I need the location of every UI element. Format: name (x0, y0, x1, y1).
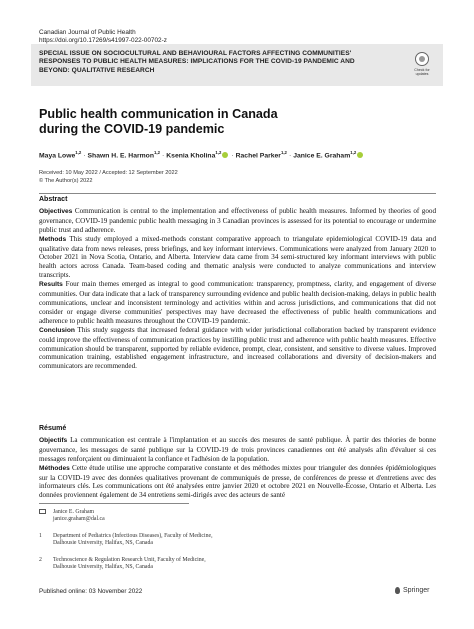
divider (39, 193, 436, 194)
resume-section (39, 425, 436, 500)
article-title: Public health communication in Canada during the COVID-19 pandemic (39, 107, 278, 136)
resume-objectifs: Objectifs La communication est centrale à l'implantation et au succès des mesures de santé publique. À partir des théories de bonne gouvernance, les messages de santé publique sur la COVID-19 de trois provinces canadiennes ont été analysés afin d'évaluer si ces messages renforçaient ou diminuaient la confiance et l'adhésion de la population. (39, 435, 436, 463)
author-name[interactable]: Ksenia Kholina (166, 152, 216, 160)
author-affiliation: 1,2 (280, 150, 287, 155)
journal-name: Canadian Journal of Public Health (39, 29, 136, 36)
email-link[interactable]: janice.graham@dal.ca (53, 516, 105, 523)
footnote-divider (39, 503, 189, 504)
orcid-icon[interactable] (357, 152, 363, 158)
author-name[interactable]: Maya Lowe (39, 152, 76, 160)
article-dates (39, 169, 178, 185)
check-for-updates-badge[interactable] (409, 51, 435, 79)
orcid-icon[interactable] (222, 152, 228, 158)
springer-horse-icon (394, 586, 401, 595)
abstract-section (39, 196, 436, 371)
author-affiliation: 1,2 (350, 150, 357, 155)
abstract-objectives: Objectives Communication is central to the implementation and effectiveness of public health measures. Informed by theories of good governance, COVID-19 pandemic public health messaging in 3 Canadian provinces is assessed for its potential to encourage or undermine public trust and adherence. (39, 206, 436, 234)
footnotes (39, 509, 339, 571)
doi-link[interactable]: https://doi.org/10.17269/s41997-022-00702-z (39, 37, 167, 45)
envelope-icon (39, 509, 46, 514)
special-issue-banner (31, 44, 443, 86)
copyright: © The Author(s) 2022 (39, 178, 93, 184)
affiliation-item: 2 Technoscience & Regulation Research Unit, Faculty of Medicine, Dalhousie University, Halifax, NS, Canada (39, 556, 206, 571)
author-affiliation: 1,2 (215, 150, 222, 155)
special-issue-text: SPECIAL ISSUE ON SOCIOCULTURAL AND BEHAVIOURAL FACTORS AFFECTING COMMUNITIES' RESPONSES TO PUBLIC HEALTH MEASURES: IMPLICATIONS FOR THE COVID-19 PANDEMIC AND BEYOND: QUALITATIVE RESEARCH (39, 50, 355, 74)
publisher-name: Springer (403, 587, 430, 594)
author-name[interactable]: Rachel Parker (235, 152, 281, 160)
author-name[interactable]: Shawn H. E. Harmon (87, 152, 154, 160)
abstract-results: Results Four main themes emerged as integral to good communication: transparency, promptness, clarity, and engagement of diverse communities. Our data indicate that a lack of transparency surrounding evidence and public health decision-making, delays in public health communications, unclear and inconsistent terminology and activities within and across jurisdictions, and communications that did not consider or engage diverse communities' perspectives may have decreased the effectiveness of public health communications and adherence to public health measures throughout the COVID-19 pandemic. (39, 280, 436, 325)
corresponding-author: Janice E. Graham (53, 509, 95, 515)
abstract-conclusion: Conclusion This study suggests that increased federal guidance with wider jurisdictional collaboration backed by transparent evidence could improve the effectiveness of communication practices by instilling public trust and adherence with public health measures. Effective communication should be transparent, supported by reliable evidence, prompt, clear, consistent, and sensitive to diverse values. Improved communication training, established engagement infrastructure, and increased collaborations and diversity of decision-makers and communicators are recommended. (39, 325, 436, 371)
author-affiliation: 1,2 (154, 150, 160, 155)
abstract-heading: Abstract (39, 196, 68, 203)
check-updates-label: Check for updates (414, 68, 430, 77)
abstract-methods: Methods This study employed a mixed-methods constant comparative approach to triangulate epidemiological COVID-19 data and qualitative data from news releases, press briefings, and key informant interviews. Communications were analyzed from January 2020 to October 2021 in Nova Scotia, Ontario, and Alberta. Interview data came from 34 semi-structured key informant interviews with public health actors across Canada. Team-based coding and thematic analysis were conducted to analyze communications and interview transcripts. (39, 234, 436, 280)
check-updates-icon (415, 52, 429, 66)
resume-methodes: Méthodes Cette étude utilise une approche comparative constante et des méthodes mixtes pour trianguler des données épidémiologiques sur la COVID-19 avec des données qualitatives provenant de communiqués de presse, de conférences de presse et d'entretiens avec des informateurs clés. Les communications ont été analysées entre janvier 2020 et octobre 2021 en Nouvelle-Écosse, Ontario et Alberta. Les données proviennent également de 34 entretiens semi-dirigés avec des acteurs de santé (39, 463, 437, 500)
received-accepted: Received: 10 May 2022 / Accepted: 12 September 2022 (39, 170, 178, 176)
author-affiliation: 1,2 (75, 150, 82, 155)
author-list: Maya Lowe$^{1,2}$ · Shawn H. E. Harmon$^{1,2}$ · Ksenia Kholina$^{1,2}$ · Rachel Parker$^{1,2}$ · Janice E. Graham$^{1,2}$ (39, 148, 364, 160)
resume-heading: Résumé (39, 425, 67, 432)
publisher-logo (394, 586, 429, 595)
correspondence (39, 509, 339, 524)
published-online: Published online: 03 November 2022 (39, 588, 143, 595)
affiliation-item: 1 Department of Pediatrics (Infectious Diseases), Faculty of Medicine, Dalhousie University, Halifax, NS, Canada (39, 532, 213, 547)
author-name[interactable]: Janice E. Graham (293, 152, 351, 160)
